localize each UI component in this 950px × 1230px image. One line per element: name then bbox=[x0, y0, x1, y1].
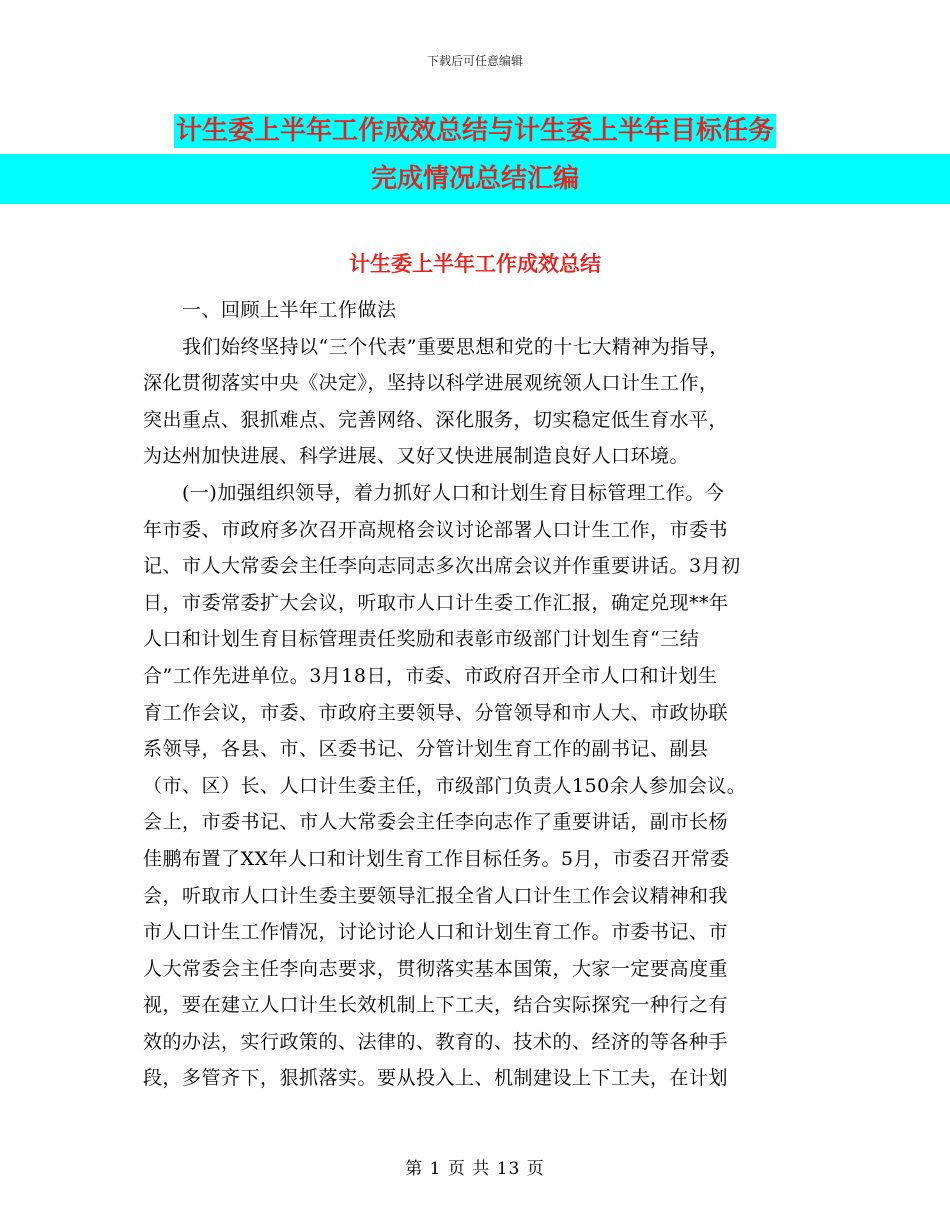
body-line: 一、回顾上半年工作做法 bbox=[143, 299, 397, 321]
body-line: 会，听取市人口计生委主要领导汇报全省人口计生工作会议精神和我 bbox=[143, 884, 729, 907]
body-line: 合”工作先进单位。3月18日，市委、市政府召开全市人口和计划生 bbox=[143, 664, 718, 687]
body-line: 我们始终坚持以“三个代表”重要思想和党的十七大精神为指导， bbox=[143, 335, 729, 358]
section-title: 计生委上半年工作成效总结 bbox=[349, 252, 601, 276]
body-line: 记、市人大常委会主任李向志同志多次出席会议并作重要讲话。3月初 bbox=[143, 555, 741, 578]
document-title bbox=[0, 108, 950, 204]
body-line: 日，市委常委扩大会议，听取市人口计生委工作汇报，确定兑现**年 bbox=[143, 591, 729, 614]
body-line: 效的办法，实行政策的、法律的、教育的、技术的、经济的等各种手 bbox=[143, 1030, 729, 1053]
body-line: (一)加强组织领导，着力抓好人口和计划生育目标管理工作。今 bbox=[143, 481, 725, 504]
body-text bbox=[143, 292, 807, 1097]
body-line: 人口和计划生育目标管理责任奖励和表彰市级部门计划生育“三结 bbox=[143, 628, 700, 651]
body-line: 为达州加快进展、科学进展、又好又快进展制造良好人口环境。 bbox=[143, 445, 690, 468]
body-line: 深化贯彻落实中央《决定》，坚持以科学进展观统领人口计生工作， bbox=[143, 372, 719, 395]
body-line: （市、区）长、人口计生委主任，市级部门负责人150余人参加会议。 bbox=[143, 774, 747, 797]
body-line: 年市委、市政府多次召开高规格会议讨论部署人口计生工作，市委书 bbox=[143, 518, 729, 541]
header-note: 下载后可任意编辑 bbox=[426, 54, 523, 68]
document-title-line1: 计生委上半年工作成效总结与计生委上半年目标任务 bbox=[175, 116, 774, 146]
page-number-footer: 第 1 页 共 13 页 bbox=[405, 1159, 545, 1179]
body-line: 育工作会议，市委、市政府主要领导、分管领导和市人大、市政协联 bbox=[143, 701, 729, 724]
body-line: 会上，市委书记、市人大常委会主任李向志作了重要讲话，副市长杨 bbox=[143, 811, 729, 834]
document-title-line2: 完成情况总结汇编 bbox=[370, 164, 579, 194]
body-line: 人大常委会主任李向志要求，贯彻落实基本国策，大家一定要高度重 bbox=[143, 957, 729, 980]
body-line: 佳鹏布置了XX年人口和计划生育工作目标任务。5月，市委召开常委 bbox=[143, 847, 730, 870]
body-line: 突出重点、狠抓难点、完善网络、深化服务，切实稳定低生育水平， bbox=[143, 408, 729, 431]
body-line: 系领导，各县、市、区委书记、分管计划生育工作的副书记、副县 bbox=[143, 738, 709, 761]
body-line: 市人口计生工作情况，讨论讨论人口和计划生育工作。市委书记、市 bbox=[143, 921, 729, 944]
body-line: 段，多管齐下，狠抓落实。要从投入上、机制建设上下工夫，在计划 bbox=[143, 1067, 729, 1090]
body-line: 视，要在建立人口计生长效机制上下工夫，结合实际探究一种行之有 bbox=[143, 994, 729, 1017]
